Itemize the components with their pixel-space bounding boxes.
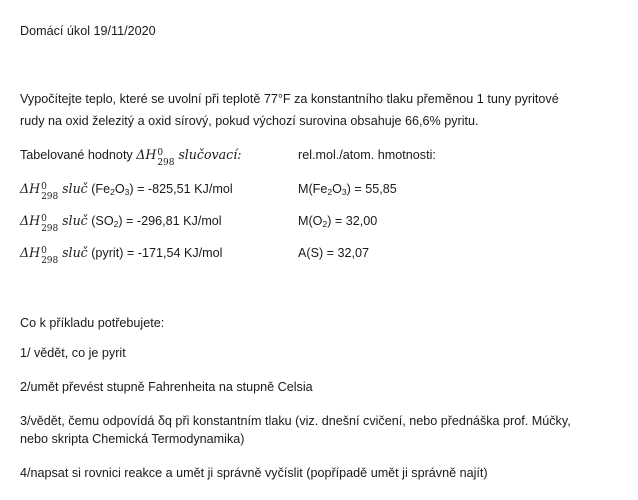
heading-math-label: slučovací — [178, 147, 238, 162]
mass-row-o2: $M(O_2) = 32,00$ — [298, 214, 378, 229]
needs-item-1: 1/ vědět, co je pyrit — [20, 346, 126, 360]
needs-item-3-line-1: 3/vědět, čemu odpovídá δq při konstantním tlaku (viz. dnešní cvičení, nebo přednáška prof. Múčky, — [20, 414, 571, 428]
document-header: Domácí úkol 19/11/2020 — [20, 24, 156, 38]
needs-item-2: 2/umět převést stupně Fahrenheita na stupně Celsia — [20, 380, 313, 394]
task-text-line-1: Vypočítejte teplo, které se uvolní při teplotě 77°F za konstantního tlaku přeměnou 1 tuny pyritové — [20, 92, 559, 106]
enthalpy-row-fe2o3: ΔH 0 298 sluč $(Fe_2O_3) = -825,51$ KJ/mol — [20, 181, 233, 202]
delta-h-symbol: ΔH 0 298 slučovací: — [136, 147, 242, 168]
task-text-line-2: rudy na oxid železitý a oxid sírový, pokud výchozí surovina obsahuje 66,6% pyritu. — [20, 114, 479, 128]
needs-item-4: 4/napsat si rovnici reakce a umět ji správně vyčíslit (popřípadě umět ji správně najít) — [20, 466, 488, 480]
table-left-heading — [20, 146, 242, 168]
enthalpy-row-so2: ΔH 0 298 sluč $(SO_2) = -296,81$ KJ/mol — [20, 213, 222, 234]
needs-item-3-line-2: nebo skripta Chemická Termodynamika) — [20, 432, 245, 446]
table-right-heading: rel.mol./atom. hmotnosti: — [298, 148, 436, 162]
enthalpy-row-pyrit: ΔH 0 298 sluč (pyrit) = -171,54 KJ/mol — [20, 245, 223, 266]
left-heading-text: Tabelované hodnoty — [20, 148, 137, 162]
mass-row-fe2o3: $M(Fe_2O_3) = 55,85$ — [298, 182, 397, 197]
mass-row-s: A(S) = 32,07 — [298, 246, 370, 260]
needs-heading: Co k příkladu potřebujete: — [20, 316, 165, 330]
